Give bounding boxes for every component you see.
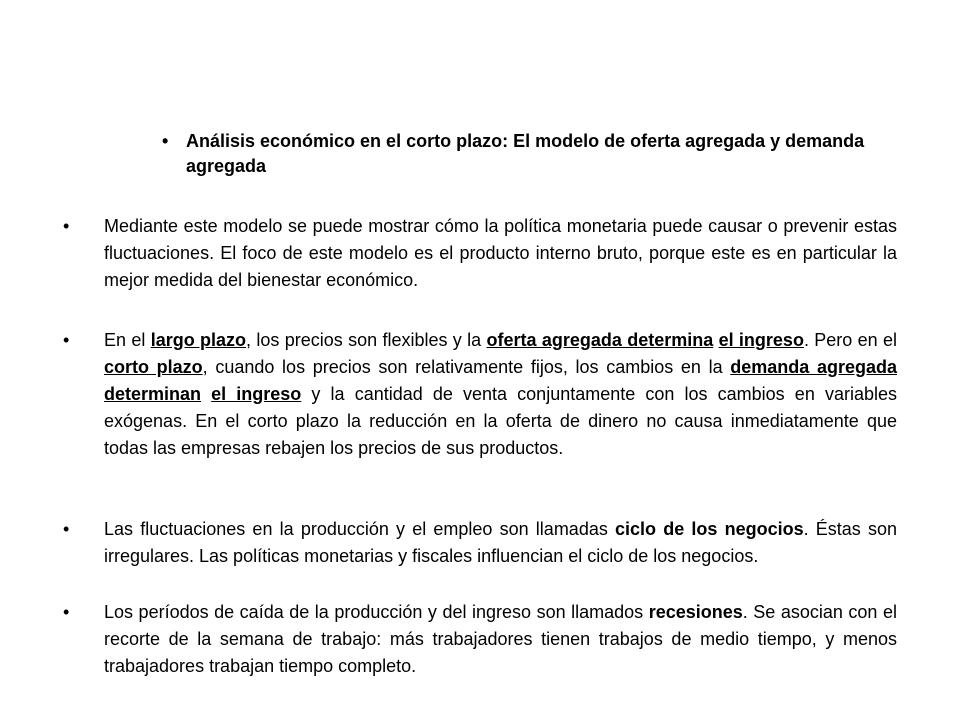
- text-run: [201, 384, 211, 404]
- paragraph-text: [104, 599, 897, 680]
- text-run: , cuando los precios son relativamente fijos, los cambios en la: [202, 357, 731, 377]
- text-run: En el: [104, 330, 151, 350]
- underlined-term: corto plazo: [104, 357, 203, 377]
- bold-term: recesiones: [648, 602, 743, 622]
- paragraph-recesiones: [63, 599, 897, 680]
- section-heading: [162, 129, 897, 179]
- underlined-term: demanda agregada determinan: [104, 357, 897, 404]
- bullet-icon: •: [63, 330, 70, 350]
- text-run: , los precios son flexibles y la: [246, 330, 487, 350]
- paragraph-text: [104, 516, 897, 570]
- bullet-icon: •: [162, 131, 169, 151]
- text-run: . Pero en el: [803, 330, 897, 350]
- underlined-term: el ingreso: [718, 330, 804, 350]
- underlined-term: el ingreso: [211, 384, 302, 404]
- underlined-term: oferta agregada determina: [486, 330, 714, 350]
- paragraph-text: [104, 213, 897, 294]
- bullet-icon: •: [63, 602, 70, 622]
- text-run: y la cantidad de venta conjuntamente con los cambios en variables exógenas. En el corto plazo la reducción en la oferta de dinero no causa inmediatamente que todas las empresas rebajen los precios de sus productos.: [104, 384, 897, 458]
- text-run: Los períodos de caída de la producción y del ingreso son llamados: [104, 602, 649, 622]
- bullet-icon: •: [63, 519, 70, 539]
- bold-term: ciclo de los negocios: [615, 519, 804, 539]
- bullet-icon: •: [63, 216, 70, 236]
- text-run: . Éstas son irregulares. Las políticas monetarias y fiscales influencian el ciclo de los negocios.: [104, 519, 897, 566]
- text-run: Mediante este modelo se puede mostrar cómo la política monetaria puede causar o prevenir estas fluctuaciones. El foco de este modelo es el producto interno bruto, porque este es en particular la mejor medida del bienestar económico.: [104, 216, 897, 290]
- paragraph-largo-corto-plazo: [63, 327, 897, 462]
- underlined-term: largo plazo: [150, 330, 247, 350]
- text-run: . Se asocian con el recorte de la semana de trabajo: más trabajadores tienen trabajos de medio tiempo, y menos trabajadores trabajan tiempo completo.: [104, 602, 897, 676]
- section-heading-text: Análisis económico en el corto plazo: El modelo de oferta agregada y demanda agregada: [186, 131, 865, 176]
- paragraph-modelo: [63, 213, 897, 294]
- text-run: Las fluctuaciones en la producción y el empleo son llamadas: [104, 519, 616, 539]
- paragraph-ciclo-negocios: [63, 516, 897, 570]
- paragraph-text: [104, 327, 897, 462]
